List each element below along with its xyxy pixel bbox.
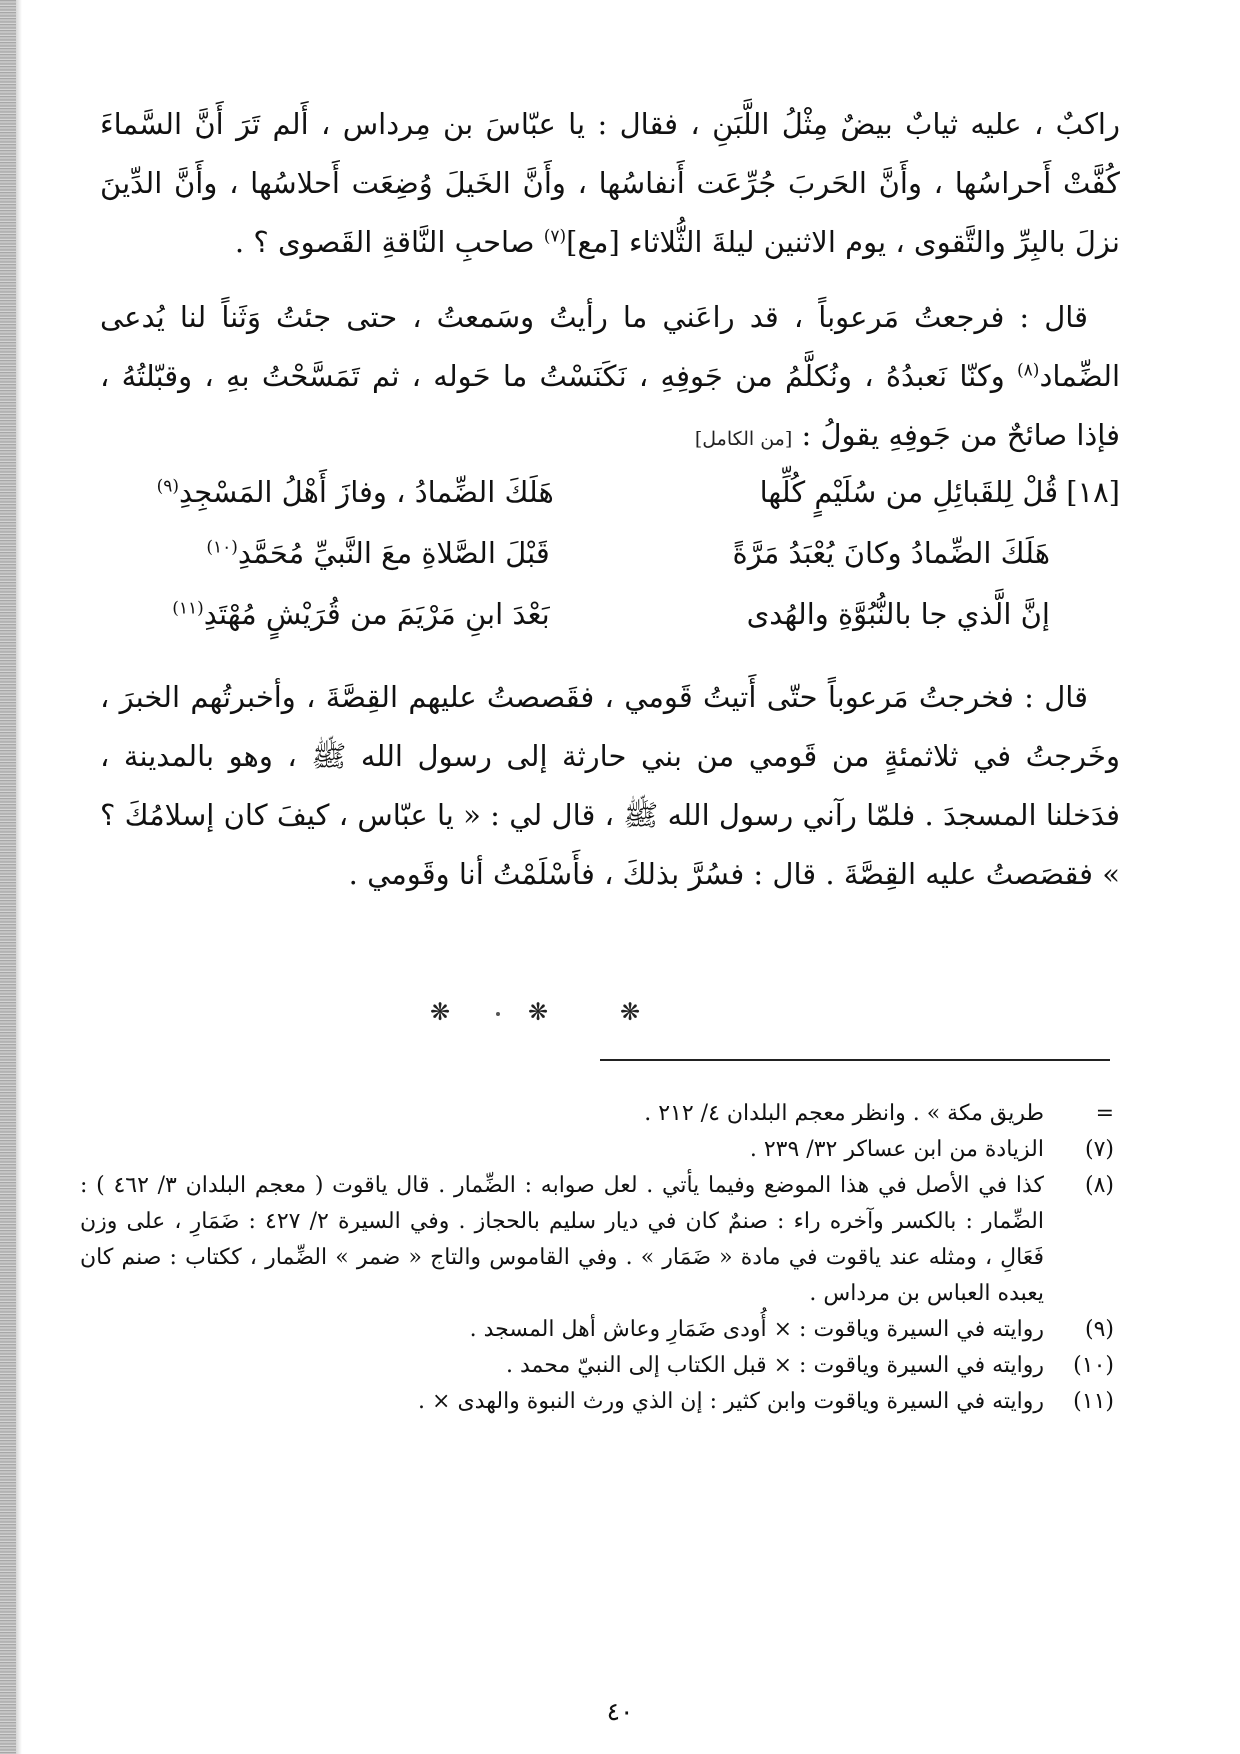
verse-second-text: قَبْلَ الصَّلاةِ معَ النَّبيِّ مُحَمَّدِ xyxy=(237,536,550,570)
paragraph-3: قال : فخرجتُ مَرعوباً حتّى أَتيتُ قَومي ، فقَصصتُ عليهم القِصَّةَ ، وأخبرتُهم الخبرَ ، وخَرجتُ في ثلاثمئةٍ من قَومي من بني حارثة إلى رسول الله ﷺ ، وهو بالمدينة ، فدَخلنا المسجدَ . فلمّا رآني رسول الله ﷺ ، قال لي : « يا عبّاس ، كيفَ كان إسلامُكَ ؟ » فقصَصتُ عليه القِصَّةَ . قال : فسُرَّ بذلكَ ، فأَسْلَمْتُ أنا وقَومي . xyxy=(100,680,1120,891)
footnote-number: (١٠) xyxy=(1073,1353,1114,1378)
footnote-number: (٩) xyxy=(1084,1317,1114,1342)
footnote-text: روايته في السيرة وياقوت وابن كثير : إن الذي ورث النبوة والهدى × . xyxy=(418,1389,1044,1414)
footnote-ref-10: (١٠) xyxy=(206,537,238,558)
footnote-text: طريق مكة » . وانظر معجم البلدان ٤/ ٢١٢ . xyxy=(644,1101,1044,1126)
scan-edge-shadow xyxy=(0,0,16,1754)
footnote-text: كذا في الأصل في هذا الموضع وفيما يأتي . لعل صوابه : الضِّمار . قال ياقوت ( معجم البلدان ٣/ ٤٦٢ ) : الضِّمار : بالكسر وآخره راء : صنمٌ كان في ديار سليم بالحجاز . وفي السيرة ٢/ ٤٢٧ : ضَمَارِ ، على وزن فَعَالِ ، ومثله عند ياقوت في مادة « ضَمَار » . وفي القاموس والتاج « ضمر » الضِّمار ، ككتاب : صنم كان يعبده العباس بن مرداس . xyxy=(80,1173,1044,1306)
asterism-icon: ❋ xyxy=(430,998,451,1026)
verse-second-hemistich xyxy=(100,597,550,631)
paragraph-1-text-cont: صاحبِ النَّاقةِ القَصوى ؟ . xyxy=(234,225,544,259)
scan-edge-fade xyxy=(16,0,22,1754)
footnote-7 xyxy=(80,1132,1120,1168)
footnote-number: (١١) xyxy=(1073,1389,1114,1414)
footnote-divider xyxy=(600,1059,1110,1061)
footnote-11 xyxy=(80,1384,1120,1420)
footnote-text: الزيادة من ابن عساكر ٣٢/ ٢٣٩ . xyxy=(749,1137,1044,1162)
footnote-text: روايته في السيرة وياقوت : × قبل الكتاب إلى النبيّ محمد . xyxy=(506,1353,1044,1378)
paragraph-1 xyxy=(100,95,1120,272)
verse-row xyxy=(100,475,1120,536)
verse-first-hemistich: قُلْ لِلقَبائِلِ من سُلَيْمٍ كُلِّها xyxy=(759,475,1059,509)
verse-first-hemistich: هَلَكَ الضِّمادُ وكانَ يُعْبَدُ مَرَّةً xyxy=(732,536,1050,570)
page-number: ٤٠ xyxy=(606,1697,634,1726)
footnote-number: (٨) xyxy=(1084,1173,1114,1198)
verse-first-hemistich: إنَّ الَّذي جا بالنُّبُوَّةِ والهُدى xyxy=(746,597,1050,631)
footnote-continued xyxy=(80,1096,1120,1132)
meter-label: [من الكامل] xyxy=(694,428,793,450)
verse-second-hemistich xyxy=(100,475,554,509)
verse-row xyxy=(100,536,1120,597)
paragraph-2-text: قال : فرجعتُ مَرعوباً ، قد راعَني ما رأيتُ وسَمعتُ ، حتى جئتُ وَثَناً لنا يُدعى الضِّماد xyxy=(100,300,1120,393)
asterism-icon: ❋ xyxy=(620,998,641,1026)
section-ornaments xyxy=(420,998,720,1038)
paragraph-1-text: راكبٌ ، عليه ثيابٌ بيضٌ مِثْلُ اللَّبَنِ ، فقال : يا عبّاسَ بن مِرداس ، أَلم تَرَ أَنَّ السَّماءَ كُفَّتْ أَحراسُها ، وأَنَّ الحَربَ جُرِّعَت أَنفاسُها ، وأَنَّ الخَيلَ وُضِعَت أَحلاسُها ، وأَنَّ الدِّينَ نزلَ بالبِرِّ والتَّقوى ، يوم الاثنين ليلةَ الثُّلاثاء [مع] xyxy=(100,107,1120,259)
paragraph-2-text-cont: وكنّا نَعبدُهُ ، ونُكلَّمُ من جَوفِهِ ، نَكَنَسْتُ ما حَوله ، ثم تَمَسَّحْتُ بهِ ، وقبّلتُهُ ، فإذا صائحٌ من جَوفِهِ يقولُ : xyxy=(100,359,1120,452)
verse-second-text: بَعْدَ ابنِ مَرْيَمَ من قُرَيْشٍ مُهْتَدِ xyxy=(203,597,550,631)
footnote-ref-7: (٧) xyxy=(543,226,567,247)
footnote-ref-8: (٨) xyxy=(1017,360,1040,381)
ornament-dot xyxy=(496,1012,500,1016)
footnote-10 xyxy=(80,1348,1120,1384)
verse-second-hemistich xyxy=(100,536,550,570)
main-text xyxy=(100,95,1120,904)
footnote-ref-9: (٩) xyxy=(156,476,179,497)
paragraph-2 xyxy=(100,288,1120,469)
verse-number: [١٨] xyxy=(1066,475,1120,509)
verse-second-text: هَلَكَ الضِّمادُ ، وفازَ أَهْلُ المَسْجِدِ xyxy=(178,475,554,509)
footnotes xyxy=(80,1096,1120,1420)
footnote-number: = xyxy=(1095,1101,1114,1126)
footnote-ref-11: (١١) xyxy=(172,598,204,619)
footnote-text: روايته في السيرة وياقوت : × أُودى ضَمَارِ وعاش أهل المسجد . xyxy=(469,1317,1044,1342)
verse-row xyxy=(100,597,1120,658)
asterism-icon: ❋ xyxy=(528,998,549,1026)
poem xyxy=(100,475,1120,658)
footnote-9 xyxy=(80,1312,1120,1348)
footnote-number: (٧) xyxy=(1084,1137,1114,1162)
footnote-8 xyxy=(80,1168,1120,1312)
